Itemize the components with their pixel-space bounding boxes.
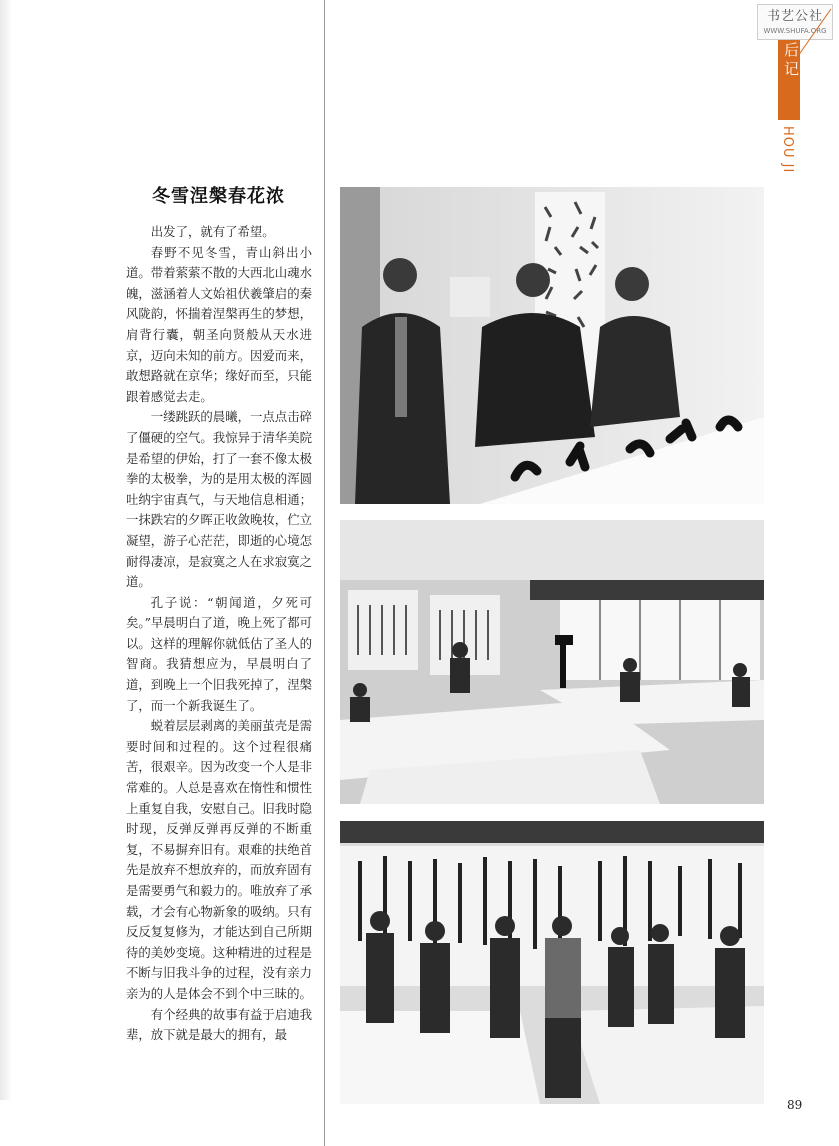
article-paragraph: 蜕着层层剥离的美丽茧壳是需要时间和过程的。这个过程很痛苦，很艰辛。因为改变一个人是非常难的。人总是喜欢在惰性和惯性上重复自我，安慰自己。旧我时隐时现，反弹反弹再反弹的不断重复，不易摒弃旧有。艰难的扶绝首先是放弃不想放弃的，而放弃固有是需要勇气和毅力的。唯放弃了承载，才会有心物新象的吸纳。只有反反复复修为，才能达到自己所期待的美妙变境。这种精进的过程是不断与旧我斗争的过程，没有亲力亲为的人是体会不到个中三昧的。 <box>126 718 312 1001</box>
logo-url: WWW.SHUFA.ORG <box>763 27 827 35</box>
article-paragraph: 孔子说：“朝闻道，夕死可矣。”早晨明白了道，晚上死了都可以。这样的理解你就低估了圣人的智商。我猜想应为，早晨明白了道，到晚上一个旧我死掉了，涅槃了，而一个新我诞生了。 <box>126 594 312 713</box>
photo-calligraphers-reviewing <box>340 187 764 504</box>
article-paragraph: 有个经典的故事有益于启迪我辈，放下就是最大的拥有，最 <box>126 1006 312 1043</box>
section-label: 后记 <box>782 42 800 80</box>
column-rule <box>324 0 325 1146</box>
photo-classroom <box>340 520 764 804</box>
article-paragraph: 一缕跳跃的晨曦，一点点击碎了僵硬的空气。我惊异于清华美院是希望的伊始，打了一套不像太极拳的太极拳，为的是用太极的浑圆吐纳宇宙真气，与天地信息相通；一抹跌宕的夕晖正收敛晚妆，伫立凝望，游子心茫茫，即逝的心境怎耐得凄凉，是寂寞之人在求寂寞之道。 <box>126 409 312 590</box>
article-paragraph: 出发了，就有了希望。 <box>150 224 275 239</box>
section-latin-label: HOU JI <box>780 126 795 174</box>
article-body <box>126 222 312 1046</box>
article-title: 冬雪涅槃春花浓 <box>152 186 285 207</box>
article-paragraph: 春野不见冬雪，青山斜出小道。带着萦萦不散的大西北山魂水魄，滋涵着人文始祖伏羲肇启的秦风陇韵，怀揣着涅槃再生的梦想，肩背行囊，朝圣向贤般从天水进京，迈向未知的前方。因爱而来，敢想路就在京华；缘好而至，只能跟着感觉去走。 <box>126 244 312 404</box>
photo-group-gathering <box>340 821 764 1104</box>
binding-shadow <box>0 0 12 1100</box>
logo-text: 书艺公社 <box>766 9 823 24</box>
page-number: 89 <box>787 1098 803 1112</box>
